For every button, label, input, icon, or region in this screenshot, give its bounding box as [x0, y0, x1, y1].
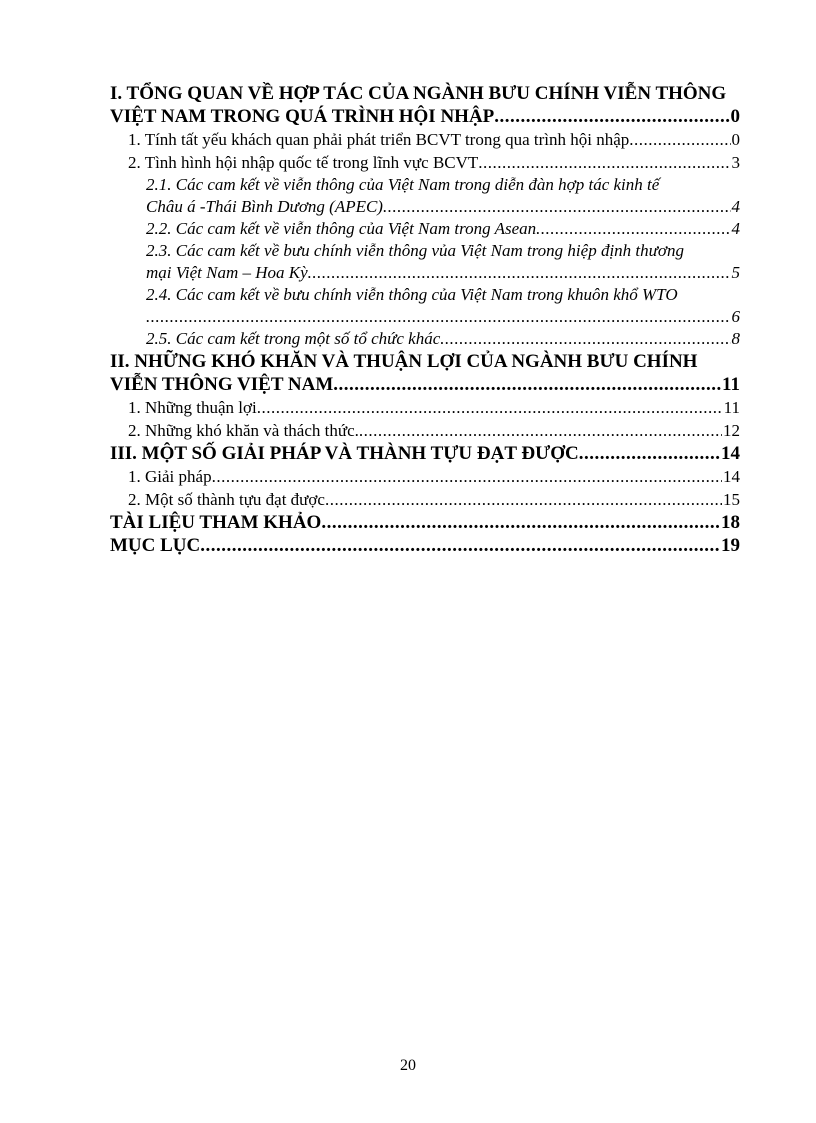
toc-entry-section-3[interactable] [110, 442, 740, 465]
toc-entry-1-1[interactable] [110, 128, 740, 151]
toc-entry-title: 2. Một số thành tựu đạt được [128, 490, 325, 509]
toc-entry-title: 2. Những khó khăn và thách thức. [128, 421, 359, 440]
toc-entry-title-line: mại Việt Nam – Hoa Kỳ [146, 263, 308, 282]
dot-leader [383, 196, 731, 218]
toc-entry-title-line: VIỄN THÔNG VIỆT NAM [110, 374, 334, 395]
toc-entry-contents[interactable] [110, 534, 740, 557]
dot-leader [308, 262, 731, 284]
toc-entry-title: 2. Tình hình hội nhập quốc tế trong lĩnh vực BCVT [128, 153, 479, 172]
dot-leader [359, 419, 722, 442]
toc-entry-title: III. MỘT SỐ GIẢI PHÁP VÀ THÀNH TỰU ĐẠT ĐƯỢC [110, 443, 579, 464]
dot-leader [257, 396, 723, 419]
toc-entry-title-line: VIỆT NAM TRONG QUÁ TRÌNH HỘI NHẬP [110, 106, 495, 127]
toc-page-number: 5 [731, 263, 740, 282]
dot-leader [478, 151, 730, 174]
toc-page-number: 6 [731, 307, 740, 326]
toc-page-number: 19 [721, 535, 740, 556]
toc-entry-title: 1. Giải pháp [128, 467, 212, 486]
page-number: 20 [400, 1057, 416, 1074]
toc-entry-2-5[interactable] [110, 328, 740, 350]
toc-entry-title-line: 2.4. Các cam kết về bưu chính viễn thông của Việt Nam trong khuôn khổ WTO [146, 285, 678, 304]
dot-leader [325, 488, 722, 511]
dot-leader [494, 105, 729, 128]
dot-leader [629, 128, 730, 151]
toc-entry-title: TÀI LIỆU THAM KHẢO [110, 512, 322, 533]
toc-page-number: 4 [731, 197, 740, 216]
toc-entry-section-2[interactable] [110, 350, 740, 396]
dot-leader [440, 328, 730, 350]
toc-page-number: 0 [731, 130, 740, 149]
toc-page-number: 8 [731, 329, 740, 348]
toc-entry-title-line: Châu á -Thái Bình Dương (APEC) [146, 197, 383, 216]
toc-page-number: 15 [723, 490, 740, 509]
toc-entry-title-line: I. TỔNG QUAN VỀ HỢP TÁC CỦA NGÀNH BƯU CHÍNH VIỄN THÔNG [110, 83, 727, 104]
toc-entry-section-1[interactable] [110, 82, 740, 128]
dot-leader [579, 442, 720, 465]
toc-entry-1-2[interactable] [110, 151, 740, 174]
toc-page-number: 14 [721, 443, 740, 464]
toc-entry-title: 1. Những thuận lợi [128, 398, 257, 417]
toc-entry-title: 2.5. Các cam kết trong một số tổ chức khác [146, 329, 441, 348]
toc-entry-references[interactable] [110, 511, 740, 534]
toc-entry-title-line: II. NHỮNG KHÓ KHĂN VÀ THUẬN LỢI CỦA NGÀNH BƯU CHÍNH [110, 351, 698, 372]
toc-entry-3-1[interactable] [110, 465, 740, 488]
dot-leader [146, 306, 731, 328]
dot-leader [536, 218, 730, 240]
toc-entry-title: 2.2. Các cam kết về viễn thông của Việt Nam trong Asean [146, 219, 537, 238]
dot-leader [200, 534, 720, 557]
toc-page-number: 11 [722, 374, 740, 395]
table-of-contents [110, 82, 740, 557]
toc-entry-3-2[interactable] [110, 488, 740, 511]
dot-leader [212, 465, 722, 488]
toc-page-number: 18 [721, 512, 740, 533]
dot-leader [333, 373, 721, 396]
toc-page-number: 4 [731, 219, 740, 238]
toc-entry-title: MỤC LỤC [110, 535, 201, 556]
toc-page-number: 11 [723, 398, 740, 417]
toc-entry-title-line: 2.1. Các cam kết về viễn thông của Việt Nam trong diễn đàn hợp tác kinh tế [146, 175, 660, 194]
toc-entry-title-line: 2.3. Các cam kết về bưu chính viễn thông vủa Việt Nam trong hiệp định thương [146, 241, 684, 260]
dot-leader [321, 511, 720, 534]
toc-entry-2-1-advantages[interactable] [110, 396, 740, 419]
toc-entry-2-3[interactable] [110, 240, 740, 284]
toc-page-number: 3 [731, 153, 740, 172]
toc-entry-2-2[interactable] [110, 218, 740, 240]
toc-page-number: 0 [730, 106, 740, 127]
toc-entry-2-2-challenges[interactable] [110, 419, 740, 442]
toc-page-number: 14 [723, 467, 740, 486]
toc-page-number: 12 [723, 421, 740, 440]
toc-entry-2-1[interactable] [110, 174, 740, 218]
toc-entry-title: 1. Tính tất yếu khách quan phải phát triển BCVT trong qua trình hội nhập [128, 130, 630, 149]
toc-entry-2-4[interactable] [110, 284, 740, 328]
